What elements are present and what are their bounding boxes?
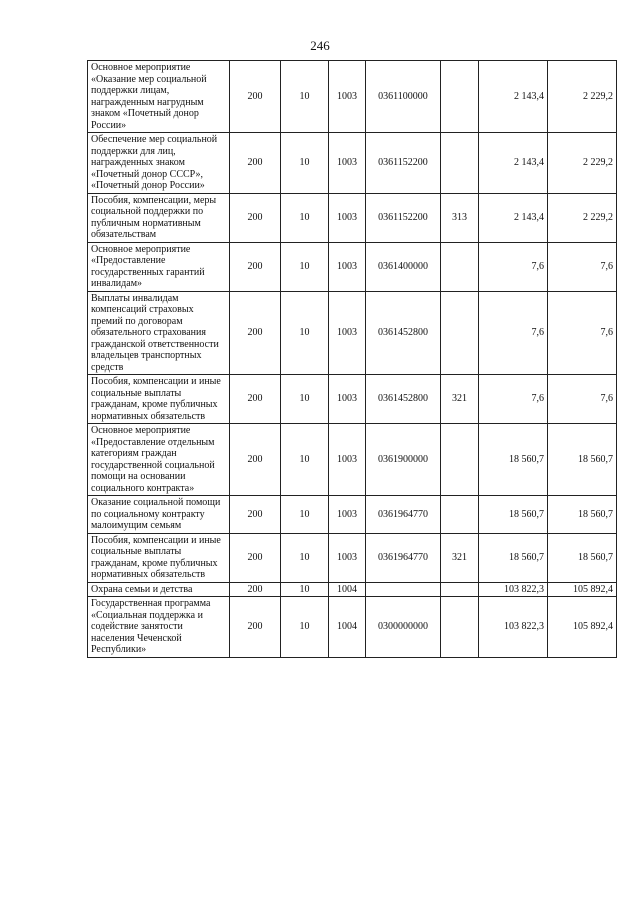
row-name-cell: Основное мероприятие «Предоставление государственных гарантий инвалидам» bbox=[88, 242, 230, 291]
amount-year2-cell: 2 229,2 bbox=[548, 193, 617, 242]
amount-year2-cell: 105 892,4 bbox=[548, 597, 617, 658]
row-name-cell: Обеспечение мер социальной поддержки для лиц, награжденных знаком «Почетный донор СССР», «Почетный донор России» bbox=[88, 133, 230, 194]
table-row bbox=[88, 496, 617, 534]
section-code-cell: 10 bbox=[281, 424, 329, 496]
expense-type-cell: 321 bbox=[441, 375, 479, 424]
budget-table bbox=[87, 60, 617, 658]
subsection-code-cell: 1003 bbox=[329, 133, 366, 194]
row-name-cell: Оказание социальной помощи по социальному контракту малоимущим семьям bbox=[88, 496, 230, 534]
expense-type-cell bbox=[441, 61, 479, 133]
subsection-code-cell: 1004 bbox=[329, 597, 366, 658]
amount-year2-cell: 7,6 bbox=[548, 375, 617, 424]
amount-year1-cell: 2 143,4 bbox=[479, 61, 548, 133]
amount-year2-cell: 2 229,2 bbox=[548, 133, 617, 194]
table-row bbox=[88, 582, 617, 597]
amount-year1-cell: 18 560,7 bbox=[479, 424, 548, 496]
amount-year1-cell: 103 822,3 bbox=[479, 582, 548, 597]
table-row bbox=[88, 597, 617, 658]
row-name-cell: Основное мероприятие «Предоставление отдельным категориям граждан государственной социальной помощи на основании социального контракта» bbox=[88, 424, 230, 496]
section-code-cell: 10 bbox=[281, 242, 329, 291]
expense-type-cell bbox=[441, 424, 479, 496]
table-row bbox=[88, 375, 617, 424]
row-name-cell: Государственная программа «Социальная поддержка и содействие занятости населения Чеченской Республики» bbox=[88, 597, 230, 658]
expense-type-cell bbox=[441, 133, 479, 194]
section-code-cell: 10 bbox=[281, 133, 329, 194]
section-code-cell: 10 bbox=[281, 533, 329, 582]
table-row bbox=[88, 291, 617, 375]
section-code-cell: 10 bbox=[281, 291, 329, 375]
amount-year2-cell: 18 560,7 bbox=[548, 424, 617, 496]
subsection-code-cell: 1003 bbox=[329, 291, 366, 375]
amount-year2-cell: 18 560,7 bbox=[548, 496, 617, 534]
amount-year2-cell: 7,6 bbox=[548, 291, 617, 375]
amount-year2-cell: 105 892,4 bbox=[548, 582, 617, 597]
expense-type-cell: 313 bbox=[441, 193, 479, 242]
subsection-code-cell: 1004 bbox=[329, 582, 366, 597]
amount-year2-cell: 7,6 bbox=[548, 242, 617, 291]
target-article-cell: 0361964770 bbox=[366, 533, 441, 582]
row-name-cell: Выплаты инвалидам компенсаций страховых премий по договорам обязательного страхования гражданской ответственности владельцев транспортных средств bbox=[88, 291, 230, 375]
target-article-cell: 0361152200 bbox=[366, 193, 441, 242]
subsection-code-cell: 1003 bbox=[329, 61, 366, 133]
row-name-cell: Охрана семьи и детства bbox=[88, 582, 230, 597]
amount-year2-cell: 18 560,7 bbox=[548, 533, 617, 582]
amount-year1-cell: 7,6 bbox=[479, 375, 548, 424]
amount-year2-cell: 2 229,2 bbox=[548, 61, 617, 133]
target-article-cell: 0361900000 bbox=[366, 424, 441, 496]
ministry-code-cell: 200 bbox=[230, 61, 281, 133]
expense-type-cell bbox=[441, 242, 479, 291]
subsection-code-cell: 1003 bbox=[329, 375, 366, 424]
subsection-code-cell: 1003 bbox=[329, 533, 366, 582]
row-name-cell: Основное мероприятие «Оказание мер социальной поддержки лицам, награжденным нагрудным знаком «Почетный донор России» bbox=[88, 61, 230, 133]
ministry-code-cell: 200 bbox=[230, 133, 281, 194]
table-row bbox=[88, 193, 617, 242]
expense-type-cell bbox=[441, 597, 479, 658]
table-row bbox=[88, 242, 617, 291]
section-code-cell: 10 bbox=[281, 375, 329, 424]
expense-type-cell: 321 bbox=[441, 533, 479, 582]
section-code-cell: 10 bbox=[281, 193, 329, 242]
ministry-code-cell: 200 bbox=[230, 424, 281, 496]
subsection-code-cell: 1003 bbox=[329, 424, 366, 496]
amount-year1-cell: 18 560,7 bbox=[479, 496, 548, 534]
expense-type-cell bbox=[441, 496, 479, 534]
target-article-cell: 0300000000 bbox=[366, 597, 441, 658]
expense-type-cell bbox=[441, 291, 479, 375]
section-code-cell: 10 bbox=[281, 597, 329, 658]
ministry-code-cell: 200 bbox=[230, 193, 281, 242]
ministry-code-cell: 200 bbox=[230, 291, 281, 375]
ministry-code-cell: 200 bbox=[230, 242, 281, 291]
subsection-code-cell: 1003 bbox=[329, 242, 366, 291]
expense-type-cell bbox=[441, 582, 479, 597]
ministry-code-cell: 200 bbox=[230, 496, 281, 534]
target-article-cell: 0361100000 bbox=[366, 61, 441, 133]
target-article-cell: 0361400000 bbox=[366, 242, 441, 291]
ministry-code-cell: 200 bbox=[230, 533, 281, 582]
target-article-cell bbox=[366, 582, 441, 597]
amount-year1-cell: 7,6 bbox=[479, 242, 548, 291]
target-article-cell: 0361964770 bbox=[366, 496, 441, 534]
target-article-cell: 0361452800 bbox=[366, 375, 441, 424]
table-row bbox=[88, 133, 617, 194]
section-code-cell: 10 bbox=[281, 61, 329, 133]
ministry-code-cell: 200 bbox=[230, 597, 281, 658]
amount-year1-cell: 2 143,4 bbox=[479, 193, 548, 242]
target-article-cell: 0361452800 bbox=[366, 291, 441, 375]
row-name-cell: Пособия, компенсации, меры социальной поддержки по публичным нормативным обязательствам bbox=[88, 193, 230, 242]
amount-year1-cell: 7,6 bbox=[479, 291, 548, 375]
target-article-cell: 0361152200 bbox=[366, 133, 441, 194]
row-name-cell: Пособия, компенсации и иные социальные выплаты гражданам, кроме публичных нормативных обязательств bbox=[88, 375, 230, 424]
section-code-cell: 10 bbox=[281, 496, 329, 534]
ministry-code-cell: 200 bbox=[230, 375, 281, 424]
section-code-cell: 10 bbox=[281, 582, 329, 597]
subsection-code-cell: 1003 bbox=[329, 193, 366, 242]
table-row bbox=[88, 533, 617, 582]
table-row bbox=[88, 424, 617, 496]
amount-year1-cell: 18 560,7 bbox=[479, 533, 548, 582]
row-name-cell: Пособия, компенсации и иные социальные выплаты гражданам, кроме публичных нормативных обязательств bbox=[88, 533, 230, 582]
subsection-code-cell: 1003 bbox=[329, 496, 366, 534]
page-number: 246 bbox=[310, 38, 330, 53]
table-row bbox=[88, 61, 617, 133]
amount-year1-cell: 2 143,4 bbox=[479, 133, 548, 194]
amount-year1-cell: 103 822,3 bbox=[479, 597, 548, 658]
ministry-code-cell: 200 bbox=[230, 582, 281, 597]
